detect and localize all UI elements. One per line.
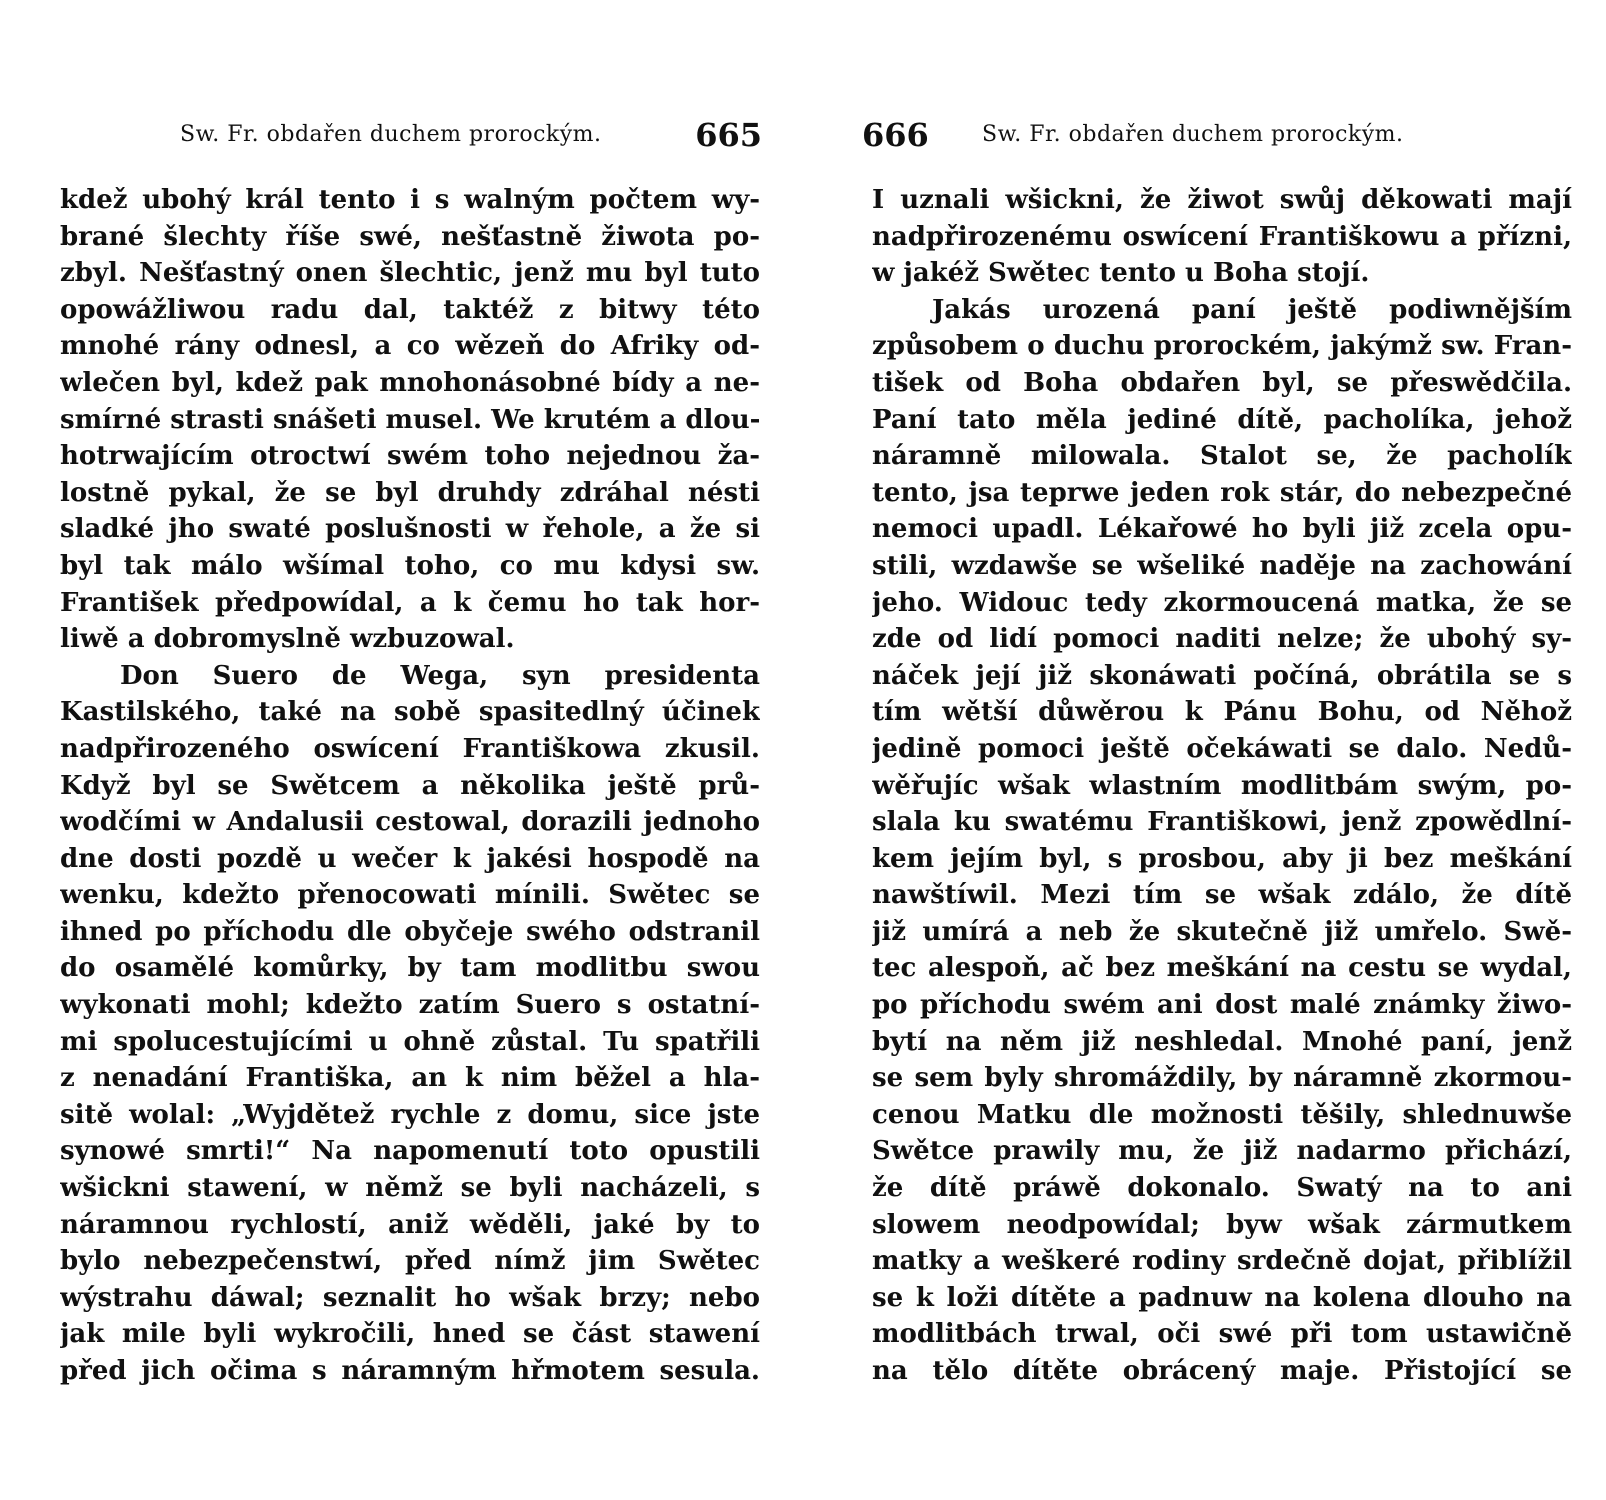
text-line: Don Suero de Wega, syn presidenta	[120, 660, 760, 691]
text-line: bytí na něm již neshledal. Mnohé paní, jenž	[872, 1026, 1572, 1057]
text-line: nadpřirozeného oswícení Františkowa zkusil.	[60, 733, 760, 764]
text-line: tím wětší důwěrou k Pánu Bohu, od Něhož	[872, 697, 1572, 728]
text-line: synowé smrti!“ Na napomenutí toto opustili	[60, 1136, 760, 1167]
text-line: bylo nebezpečenstwí, před nímž jim Swětec	[60, 1246, 760, 1277]
page-number: 665	[695, 116, 762, 154]
right-page-header	[862, 116, 1572, 156]
text-line: slowem neodpowídal; byw wšak zármutkem	[872, 1209, 1572, 1240]
text-line: wěřujíc wšak wlastním modlitbám swým, po-	[872, 770, 1572, 801]
text-line: nemoci upadl. Lékařowé ho byli již zcela opu-	[872, 514, 1572, 545]
text-line: sladké jho swaté poslušnosti w řehole, a že si	[60, 514, 760, 545]
text-line: Kastilského, také na sobě spasitedlný účinek	[60, 697, 760, 728]
text-line: stili, wzdawše se wšeliké naděje na zachowání	[872, 550, 1572, 581]
text-line: že dítě práwě dokonalo. Swatý na to ani	[872, 1173, 1572, 1204]
text-line: tec alespoň, ač bez meškání na cestu se wydal,	[872, 953, 1572, 984]
text-line: již umírá a neb že skutečně již umřelo. Swě-	[872, 916, 1572, 947]
text-line: jak mile byli wykročili, hned se část stawení	[60, 1319, 760, 1350]
text-line: po příchodu swém ani dost malé známky žiwo-	[872, 990, 1572, 1021]
text-line: wlečen byl, kdež pak mnohonásobné bídy a ne-	[60, 367, 760, 398]
text-line: se sem byly shromáždily, by náramně zkormou-	[872, 1063, 1572, 1094]
text-line: wykonati mohl; kdežto zatím Suero s ostatní-	[60, 990, 760, 1021]
text-line: náček její již skonáwati počíná, obrátila se s	[872, 660, 1572, 691]
text-line: kdež ubohý král tento i s walným počtem wy-	[60, 185, 760, 215]
right-page	[862, 0, 1572, 1500]
left-page-text	[60, 182, 760, 1390]
running-head: Sw. Fr. obdařen duchem prorockým.	[180, 122, 602, 147]
running-head: Sw. Fr. obdařen duchem prorockým.	[982, 122, 1404, 147]
page-number: 666	[862, 116, 929, 154]
text-line: opowážliwou radu dal, taktéž z bitwy této	[60, 294, 760, 325]
text-line: ihned po příchodu dle obyčeje swého odstranil	[60, 916, 760, 947]
text-line: dne dosti pozdě u wečer k jakési hospodě na	[60, 843, 760, 874]
text-line: tišek od Boha obdařen byl, se přeswědčila.	[872, 367, 1572, 398]
text-line: hotrwajícím otroctwí swém toho nejednou ža-	[60, 441, 760, 472]
text-line: byl tak málo wšímal toho, co mu kdysi sw.	[60, 550, 760, 581]
text-line: se k loži dítěte a padnuw na kolena dlouho na	[872, 1282, 1572, 1313]
text-line: Paní tato měla jediné dítě, pacholíka, jehož	[872, 404, 1572, 435]
text-line: zde od lidí pomoci naditi nelze; že ubohý sy-	[872, 624, 1572, 655]
text-line: slala ku swatému Františkowi, jenž zpowědlní-	[872, 807, 1572, 838]
text-line: před jich očima s náramným hřmotem sesula.	[60, 1356, 760, 1386]
text-line: I uznali wšickni, že žiwot swůj děkowati mají	[872, 185, 1572, 215]
text-line: zbyl. Nešťastný onen šlechtic, jenž mu byl tuto	[60, 258, 760, 289]
text-line: matky a weškeré rodiny srdečně dojat, přiblížil	[872, 1246, 1572, 1277]
text-line: do osamělé komůrky, by tam modlitbu swou	[60, 953, 760, 984]
text-line: nadpřirozenému oswícení Františkowu a přízni,	[872, 221, 1572, 252]
text-line: tento, jsa teprwe jeden rok stár, do nebezpečné	[872, 477, 1572, 508]
left-page-header	[60, 116, 760, 156]
text-line: modlitbách trwal, oči swé při tom ustawičně	[872, 1319, 1572, 1350]
text-line: wýstrahu dáwal; seznalit ho wšak brzy; nebo	[60, 1282, 760, 1313]
text-line: z nenadání Františka, an k nim běžel a hla-	[60, 1063, 760, 1094]
text-line: wšickni stawení, w němž se byli nacházeli, s	[60, 1173, 760, 1204]
text-line: wenku, kdežto přenocowati mínili. Swětec se	[60, 880, 760, 911]
text-line: mi spolucestujícími u ohně zůstal. Tu spatřili	[60, 1026, 760, 1057]
text-line: lostně pykal, že se byl druhdy zdráhal nésti	[60, 477, 760, 508]
text-line: jedině pomoci ještě očekáwati se dalo. Nedů-	[872, 733, 1572, 764]
text-line: Jakás urozená paní ještě podiwnějším	[932, 294, 1572, 325]
text-line: Když byl se Swětcem a několika ještě prů-	[60, 770, 760, 801]
text-line: Swětce prawily mu, že již nadarmo přichází,	[872, 1136, 1572, 1167]
left-page	[60, 0, 760, 1500]
text-line: jeho. Widouc tedy zkormoucená matka, že se	[872, 587, 1572, 618]
text-line: liwě a dobromyslně wzbuzowal.	[60, 624, 515, 655]
text-line: smírné strasti snášeti musel. We krutém a dlou-	[60, 404, 760, 435]
text-line: František předpowídal, a k čemu ho tak hor-	[60, 587, 760, 618]
text-line: kem jejím byl, s prosbou, aby ji bez meškání	[872, 843, 1572, 874]
text-line: w jakéž Swětec tento u Boha stojí.	[872, 258, 1370, 289]
text-line: náramně milowala. Stalot se, že pacholík	[872, 441, 1572, 472]
text-line: sitě wolal: „Wyjdětež rychle z domu, sice jste	[60, 1099, 760, 1130]
text-line: cenou Matku dle možnosti těšily, shlednuwše	[872, 1099, 1572, 1130]
text-line: nawštíwil. Mezi tím se wšak zdálo, že dítě	[872, 880, 1572, 911]
text-line: na tělo dítěte obrácený maje. Přistojící se	[872, 1356, 1572, 1386]
text-line: wodčími w Andalusii cestowal, dorazili jednoho	[60, 807, 760, 838]
text-line: způsobem o duchu prorockém, jakýmž sw. Fran-	[872, 331, 1572, 362]
text-line: mnohé rány odnesl, a co wězeň do Afriky od-	[60, 331, 760, 362]
text-line: brané šlechty říše swé, nešťastně žiwota po-	[60, 221, 760, 252]
right-page-text	[872, 182, 1572, 1390]
text-line: náramnou rychlostí, aniž wěděli, jaké by to	[60, 1209, 760, 1240]
